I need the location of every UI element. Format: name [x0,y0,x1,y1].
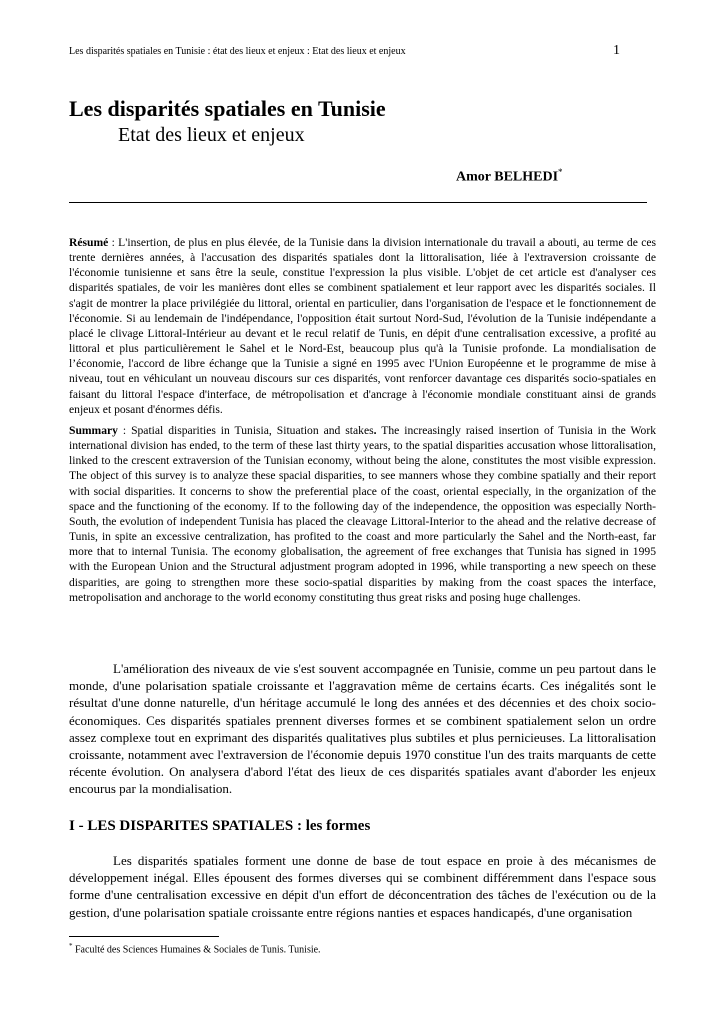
page-subtitle: Etat des lieux et enjeux [118,124,305,146]
summary-text: The increasingly raised insertion of Tunisia in the Work international division has ended, to the term of these last thirty years, to the spatial disparities accusation whose littoralisation, linked to the crescent extraversion of the Tunisian economy, without being the alone, constitutes the most visible expression. The object of this survey is to analyze these spacial disparities, to see manners whose they combine spatially and their report with social disparities. It concerns to show the preferential place of the coast, oriental especially, in the organization of the space and the functioning of the economy. If to the following day of the independence, the opposition was especially North-South, the evolution of independent Tunisia has placed the cleavage Littoral-Interior to the ahead and the relative decrease of Tunis, in spite an excessive centralization, has profited to the coast and more particularly the Sahel and the North-east, far more that to internal Tunisia. The economy globalisation, the agreement of free exchanges that Tunisia has signed in 1995 with the European Union and the Structural adjustment program adopted in 1996, while transporting a new speech on these disparities, are going to strengthen more these socio-spatial disparities by making from the coast spaces the interface, metropolisation and anchorage to the world economy constituting thus great risks and posing huge challenges. [69,424,657,604]
title-divider [69,202,647,203]
section-heading: I - LES DISPARITES SPATIALES : les formes [69,818,371,834]
abstract-label: Résumé [69,236,109,249]
abstract-text: : L'insertion, de plus en plus élevée, de la Tunisie dans la division internationale du travail a abouti, au terme de ces trente dernières années, à l'accusation des disparités spatiales dont la littoralisation, liée à l'extraversion croissante de l'économie tunisienne et sans être la seule, constitue l'expression la plus visible. L'objet de cet article est d'analyser ces disparités spatiales, de voir les manières dont elles se combinent spatialement et leur rapport avec les disparités sociales. Il s'agit de montrer la place privilégiée du littoral, oriental en particulier, dans l'organisation de l'espace et le fonctionnement de l'économie. Si au lendemain de l'indépendance, l'opposition était surtout Nord-Sud, l'évolution de la Tunisie indépendante a placé le clivage Littoral-Intérieur au devant et le recul relatif de Tunis, en dépit d'une centralisation excessive, a profité au littoral et plus particulièrement le Sahel et le Nord-Est, beaucoup plus qu'à la Tunisie profonde. La mondialisation de l’économie, l'accord de libre échange que la Tunisie a signé en 1995 avec l'Union Européenne et le programme de mise à niveau, tout en véhiculant un nouveau discours sur ces disparités, vont renforcer davantage ces disparités socio-spatiales en faisant du littoral l'espace d'interface, de métropolisation et d'ancrage à l'économie mondiale constituant ainsi de grands enjeux et posant d'énormes défis. [69,236,656,416]
page-number: 1 [613,43,620,58]
summary-dot: . [373,424,377,437]
page-title: Les disparités spatiales en Tunisie [69,96,386,121]
author-line [456,167,563,186]
running-header: Les disparités spatiales en Tunisie : état des lieux et enjeux : Etat des lieux et enjeux [69,46,406,57]
summary-intro: : Spatial disparities in Tunisia, Situation and stakes [117,424,374,437]
section-paragraph: Les disparités spatiales forment une donne de base de tout espace en proie à des mécanismes de développement inégal. Elles épousent des formes diverses qui se combinent différemment dans l'espace sous forme d'une centralisation excessive en dépit d'un effort de déconcentration des tâches de l'exécution ou de la gestion, d'une polarisation spatiale croissante entre régions nanties et espaces handicapés, d'une organisation [69,853,656,920]
summary-label: Summary [69,424,118,437]
footnote-marker: * [69,942,73,950]
footnote-divider [69,936,219,937]
author-footnote-marker: * [558,167,563,177]
footnote-text: Faculté des Sciences Humaines & Sociales de Tunis. Tunisie. [72,944,321,956]
footnote [69,942,321,955]
abstract-english [69,423,656,605]
abstract-french [69,235,656,417]
intro-paragraph: L'amélioration des niveaux de vie s'est souvent accompagnée en Tunisie, comme un peu partout dans le monde, d'une polarisation spatiale croissante et l'aggravation même de certains écarts. Ces inégalités sont le résultat d'une donne naturelle, d'un héritage accumulé le long des années et des décennies et des choix socio-économiques. Ces disparités spatiales prennent diverses formes et se combinent spatialement selon un ordre assez complexe tout en exprimant des disparités qualitatives plus subtiles et plus pernicieuses. La littoralisation croissante, notamment avec l'extraversion de l'économie depuis 1970 constitue l'un des traits marquants de cette récente évolution. On analysera d'abord l'état des lieux de ces disparités spatiales avant d'aborder les enjeux encourus par la mondialisation. [69,661,656,797]
author-name: Amor BELHEDI [456,169,559,185]
